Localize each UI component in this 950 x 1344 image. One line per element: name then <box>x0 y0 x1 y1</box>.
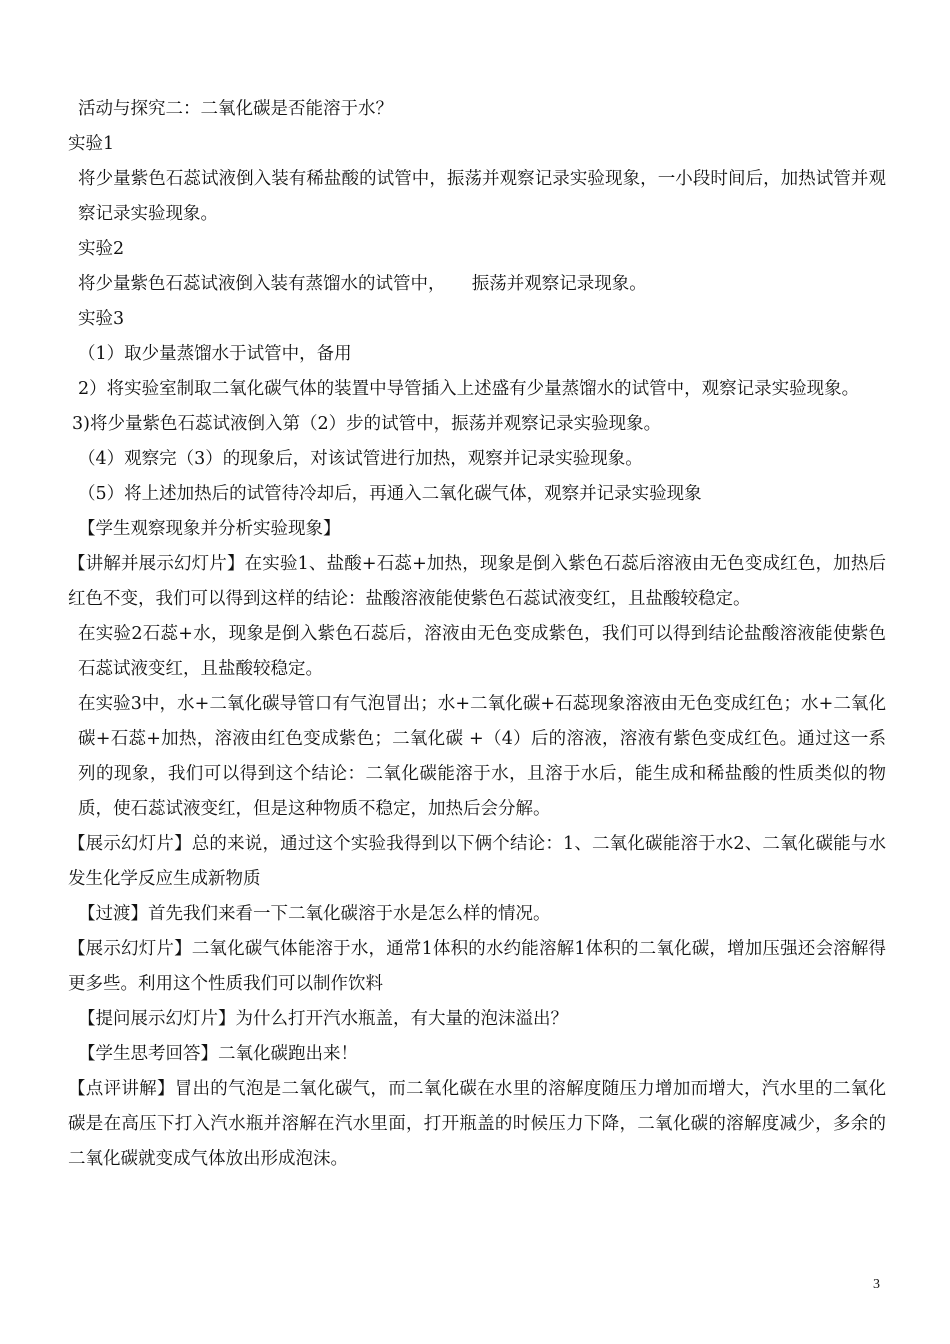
explanation-experiment-2: 在实验2石蕊+水，现象是倒入紫色石蕊后，溶液由无色变成紫色，我们可以得到结论盐酸溶液能使紫色石蕊试液变红，且盐酸较稳定。 <box>78 624 886 679</box>
student-answer: 【学生思考回答】二氧化碳跑出来！ <box>78 1044 358 1064</box>
experiment-1-text: 将少量紫色石蕊试液倒入装有稀盐酸的试管中，振荡并观察记录实验现象，一小段时间后，加热试管并观察记录实验现象。 <box>78 169 886 224</box>
experiment-1-heading: 实验1 <box>68 134 115 154</box>
experiment-3-step-3: 3)将少量紫色石蕊试液倒入第（2）步的试管中，振荡并观察记录实验现象。 <box>72 414 662 434</box>
experiment-2-text: 将少量紫色石蕊试液倒入装有蒸馏水的试管中， 振荡并观察记录现象。 <box>78 274 647 294</box>
explanation-experiment-3: 在实验3中，水+二氧化碳导管口有气泡冒出；水+二氧化碳+石蕊现象溶液由无色变成红色；水+二氧化碳+石蕊+加热，溶液由红色变成紫色；二氧化碳 +（4）后的溶液，溶液有紫色变成红色。通过这一系列的现象，我们可以得到这个结论：二氧化碳能溶于水，且溶于水后，能生成和稀盐酸的性质类似的物质，使石蕊试液变红，但是这种物质不稳定，加热后会分解。 <box>78 694 886 819</box>
experiment-3-step-2: 2）将实验室制取二氧化碳气体的装置中导管插入上述盛有少量蒸馏水的试管中，观察记录实验现象。 <box>78 379 860 399</box>
question-slide: 【提问展示幻灯片】为什么打开汽水瓶盖，有大量的泡沫溢出？ <box>78 1009 568 1029</box>
document-body <box>68 92 886 1177</box>
transition: 【过渡】首先我们来看一下二氧化碳溶于水是怎么样的情况。 <box>78 904 551 924</box>
commentary: 【点评讲解】冒出的气泡是二氧化碳气，而二氧化碳在水里的溶解度随压力增加而增大，汽水里的二氧化碳是在高压下打入汽水瓶并溶解在汽水里面，打开瓶盖的时候压力下降，二氧化碳的溶解度减少，多余的二氧化碳就变成气体放出形成泡沫。 <box>68 1079 886 1169</box>
activity-heading: 活动与探究二：二氧化碳是否能溶于水？ <box>78 99 393 119</box>
page-number: 3 <box>873 1277 880 1292</box>
explanation-experiment-1: 【讲解并展示幻灯片】在实验1、盐酸+石蕊+加热，现象是倒入紫色石蕊后溶液由无色变成红色，加热后红色不变，我们可以得到这样的结论：盐酸溶液能使紫色石蕊试液变红，且盐酸较稳定。 <box>68 554 886 609</box>
student-observation: 【学生观察现象并分析实验现象】 <box>78 519 341 539</box>
experiment-3-step-5: （5）将上述加热后的试管待冷却后，再通入二氧化碳气体，观察并记录实验现象 <box>78 484 702 504</box>
experiment-3-heading: 实验3 <box>78 309 125 329</box>
experiment-3-step-4: （4）观察完（3）的现象后，对该试管进行加热，观察并记录实验现象。 <box>78 449 643 469</box>
experiment-3-step-1: （1）取少量蒸馏水于试管中，备用 <box>78 344 352 364</box>
experiment-2-heading: 实验2 <box>78 239 125 259</box>
slide-conclusion: 【展示幻灯片】总的来说，通过这个实验我得到以下俩个结论：1、二氧化碳能溶于水2、二氧化碳能与水发生化学反应生成新物质 <box>68 834 886 889</box>
slide-solubility: 【展示幻灯片】二氧化碳气体能溶于水，通常1体积的水约能溶解1体积的二氧化碳，增加压强还会溶解得更多些。利用这个性质我们可以制作饮料 <box>68 939 886 994</box>
